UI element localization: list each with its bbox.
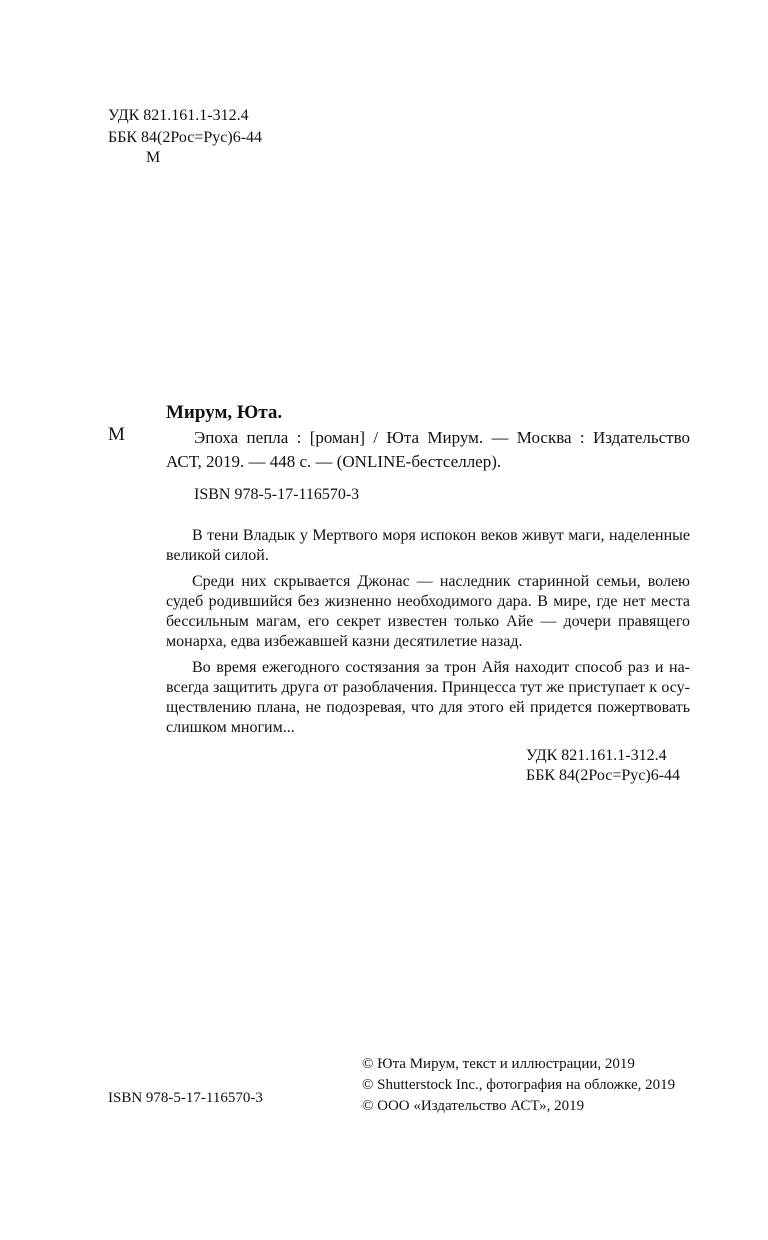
annotation-p1-line: великой силой. (166, 547, 269, 564)
annotation-p3-line: ществлению плана, не подозревая, что для этого ей придется пожертвовать (166, 699, 690, 716)
annotation-p2-line: монарха, едва избежавшей казни десятилетие назад. (166, 633, 523, 650)
annotation (166, 526, 690, 738)
bbk-code-right: ББК 84(2Рос=Рус)6-44 (526, 767, 681, 784)
author-mark-side: М (108, 424, 125, 445)
isbn-record: ISBN 978-5-17-116570-3 (194, 486, 360, 503)
copyright-block (362, 1054, 675, 1117)
annotation-p3-line: слишком многим... (166, 719, 295, 736)
annotation-p3-line: Во время ежегодного состязания за трон Айя находит способ раз и на- (192, 659, 690, 676)
copyright-line: © Юта Мирум, текст и иллюстрации, 2019 (362, 1056, 635, 1072)
biblio-line-1: Эпоха пепла : [роман] / Юта Мирум. — Москва : Издательство (194, 428, 690, 447)
annotation-p1-line: В тени Владык у Мертвого моря испокон веков живут маги, наделенные (192, 527, 690, 544)
biblio-line-2: АСТ, 2019. — 448 с. — (ONLINE-бестселлер). (166, 452, 502, 471)
bbk-code-top: ББК 84(2Рос=Рус)6-44 (108, 129, 263, 146)
annotation-p2-line: судеб родившийся без жизненно необходимого дара. В мире, где нет места (166, 593, 690, 610)
copyright-line: © Shutterstock Inc., фотография на обложке, 2019 (362, 1077, 676, 1093)
bibliographic-description (166, 426, 690, 474)
udk-code-top: УДК 821.161.1-312.4 (108, 107, 249, 124)
annotation-p2-line: Среди них скрывается Джонас — наследник старинной семьи, волею (192, 573, 690, 590)
author-heading: Мирум, Юта. (166, 402, 283, 423)
annotation-p2-line: бессильным магам, его секрет известен только Айе — дочери правящего (166, 613, 690, 630)
author-mark-top: М (146, 149, 161, 166)
annotation-p3-line: всегда защитить друга от разоблачения. Принцесса тут же приступает к осу- (166, 679, 690, 696)
copyright-line: © ООО «Издательство АСТ», 2019 (362, 1098, 585, 1114)
isbn-footer: ISBN 978-5-17-116570-3 (108, 1090, 263, 1106)
udk-code-right: УДК 821.161.1-312.4 (526, 747, 667, 764)
